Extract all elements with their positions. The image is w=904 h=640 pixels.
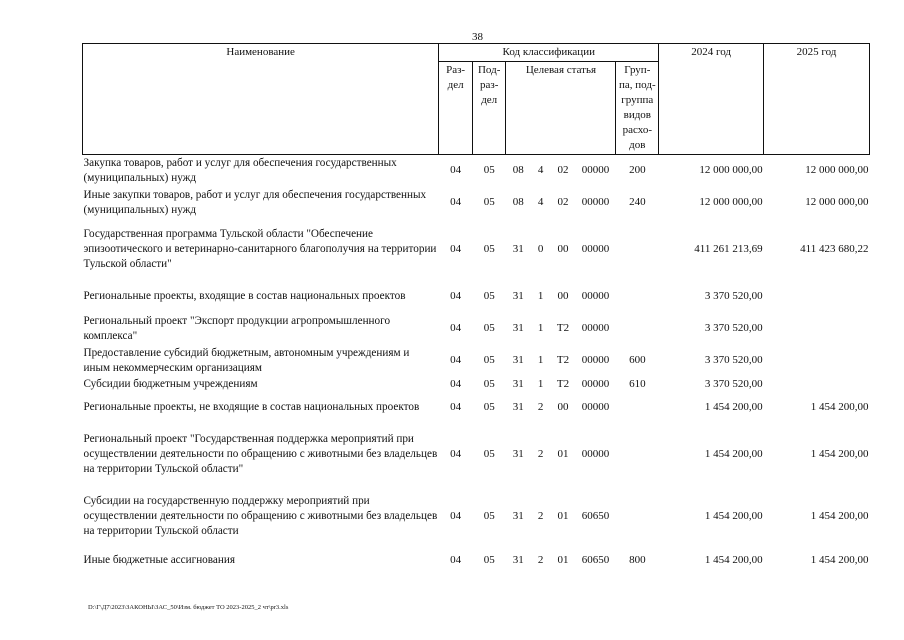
row-target-direction: 00000 [581,377,610,390]
row-target-subprogram: 2 [537,554,544,566]
row-expense-group: 240 [629,196,646,208]
table-row [83,313,870,345]
row-section: 04 [450,377,462,390]
row-subsection: 05 [483,448,495,460]
row-target-subprogram: 0 [537,243,544,255]
row-expense-group [616,392,659,424]
row-target-direction: 00000 [581,322,610,334]
header-classification-code: Код классификации [439,44,659,62]
header-year-2025: 2025 год [764,44,870,155]
row-subsection: 05 [483,377,495,390]
header-name: Наименование [83,44,439,155]
row-target-event: Т2 [556,377,570,390]
header-year-2024: 2024 год [659,44,764,155]
row-amount-2025: 12 000 000,00 [805,164,869,177]
row-target-event: 00 [557,243,569,255]
row-amount-2024: 1 454 200,00 [704,554,763,566]
row-target-direction: 00000 [581,243,610,255]
row-target-event: Т2 [556,322,570,334]
row-target-program: 31 [512,448,524,460]
row-amount-2025 [764,345,870,377]
row-subsection: 05 [483,354,495,366]
row-subsection: 05 [483,401,495,413]
row-target-event: 01 [557,448,569,460]
row-section: 04 [450,510,462,522]
row-target-program: 31 [512,401,524,413]
table-row [83,155,870,187]
row-name: Региональные проекты, входящие в состав национальных проектов [83,290,406,302]
row-amount-2024: 3 370 520,00 [704,354,763,366]
row-expense-group [616,281,659,313]
page-number: 38 [472,31,483,43]
row-amount-2025: 1 454 200,00 [810,401,869,413]
row-subsection: 05 [483,164,495,177]
row-target-direction: 60650 [581,554,610,566]
row-subsection: 05 [483,510,495,522]
row-expense-group [616,486,659,548]
row-amount-2024: 1 454 200,00 [704,401,763,413]
row-target-event: 00 [557,401,569,413]
row-amount-2025 [764,377,870,392]
row-amount-2024: 3 370 520,00 [704,377,763,390]
row-name: Государственная программа Тульской области "Обеспечение эпизоотического и ветеринарно-санитарного благополучия на территории Тульской области" [83,228,437,270]
table-row [83,424,870,486]
row-target-subprogram: 2 [537,448,544,460]
row-amount-2025: 1 454 200,00 [810,510,869,522]
budget-table [82,43,870,574]
row-target-program: 31 [512,354,524,366]
header-expense-group: Груп- па, под- группа видов расхо- дов [616,62,659,155]
row-subsection: 05 [483,196,495,208]
table-row [83,219,870,281]
row-section: 04 [450,196,462,208]
table-body [83,155,870,574]
table-row [83,548,870,574]
row-target-direction: 00000 [581,401,610,413]
file-path-footer: D:\Г\Д7\2023\ЗАКОНЫ\ЗАС_50\Изм. бюджет ТО 2023-2025_2 чт\pr3.xls [88,604,289,611]
row-target-direction: 00000 [581,196,610,208]
row-target-program: 08 [512,164,524,177]
row-expense-group: 800 [629,554,646,566]
row-section: 04 [450,554,462,566]
table-row [83,281,870,313]
row-target-subprogram: 4 [537,164,544,177]
row-target-event: 01 [557,554,569,566]
table-row [83,377,870,392]
row-target-subprogram: 1 [537,354,544,366]
row-amount-2025 [764,313,870,345]
row-name: Предоставление субсидий бюджетным, автономным учреждениям и иным некоммерческим организациям [83,346,410,374]
row-amount-2025 [764,281,870,313]
row-target-subprogram: 1 [537,322,544,334]
row-section: 04 [450,401,462,413]
row-amount-2024: 3 370 520,00 [704,290,763,302]
row-target-event: 02 [557,164,569,177]
header-subsection: Под- раз- дел [472,62,506,155]
row-target-event: 01 [557,510,569,522]
row-target-subprogram: 4 [537,196,544,208]
row-amount-2024: 1 454 200,00 [704,448,763,460]
row-target-event: Т2 [556,354,570,366]
row-amount-2024: 3 370 520,00 [704,322,763,334]
row-name: Закупка товаров, работ и услуг для обеспечения государственных (муниципальных) нужд [83,156,397,184]
table-row [83,392,870,424]
row-amount-2024: 12 000 000,00 [699,196,763,208]
row-target-event: 02 [557,196,569,208]
row-name: Субсидии на государственную поддержку мероприятий при осуществлении деятельности по обращению с животными без владельцев на территории Тульской области [83,495,438,537]
row-expense-group: 200 [629,164,646,177]
table-row [83,345,870,377]
row-section: 04 [450,243,462,255]
row-target-program: 31 [512,243,524,255]
row-name: Субсидии бюджетным учреждениям [83,377,258,390]
row-amount-2025: 12 000 000,00 [805,196,869,208]
row-target-subprogram: 2 [537,401,544,413]
row-amount-2024: 1 454 200,00 [704,510,763,522]
row-expense-group [616,313,659,345]
row-subsection: 05 [483,290,495,302]
row-section: 04 [450,322,462,334]
row-target-program: 31 [512,510,524,522]
row-target-program: 31 [512,554,524,566]
row-target-program: 31 [512,322,524,334]
row-expense-group: 600 [629,354,646,366]
row-target-subprogram: 2 [537,510,544,522]
row-expense-group [616,424,659,486]
row-section: 04 [450,448,462,460]
row-amount-2024: 411 261 213,69 [694,243,763,255]
row-name: Региональные проекты, не входящие в состав национальных проектов [83,401,420,413]
row-expense-group [616,219,659,281]
row-target-direction: 00000 [581,448,610,460]
row-name: Иные закупки товаров, работ и услуг для обеспечения государственных (муниципальных) нужд [83,188,427,216]
row-subsection: 05 [483,322,495,334]
row-target-direction: 00000 [581,164,610,177]
header-target-article: Целевая статья [506,62,616,155]
row-amount-2025: 1 454 200,00 [810,554,869,566]
row-target-direction: 00000 [581,290,610,302]
row-target-program: 31 [512,290,524,302]
row-target-subprogram: 1 [537,377,544,390]
row-amount-2024: 12 000 000,00 [699,164,763,177]
row-target-event: 00 [557,290,569,302]
row-name: Иные бюджетные ассигнования [83,554,235,566]
row-section: 04 [450,164,462,177]
header-section: Раз- дел [439,62,473,155]
row-section: 04 [450,354,462,366]
row-amount-2025: 411 423 680,22 [800,243,869,255]
row-target-direction: 00000 [581,354,610,366]
row-subsection: 05 [483,243,495,255]
row-subsection: 05 [483,554,495,566]
table-row [83,187,870,219]
row-target-program: 08 [512,196,524,208]
row-amount-2025: 1 454 200,00 [810,448,869,460]
row-expense-group: 610 [629,377,646,390]
row-target-subprogram: 1 [537,290,544,302]
row-name: Региональный проект "Экспорт продукции агропромышленного комплекса" [83,314,391,342]
row-name: Региональный проект "Государственная поддержка мероприятий при осуществлении деятельности по обращению с животными без владельцев на территории Тульской области" [83,433,438,475]
row-target-direction: 60650 [581,510,610,522]
table-row [83,486,870,548]
row-section: 04 [450,290,462,302]
row-target-program: 31 [512,377,524,390]
